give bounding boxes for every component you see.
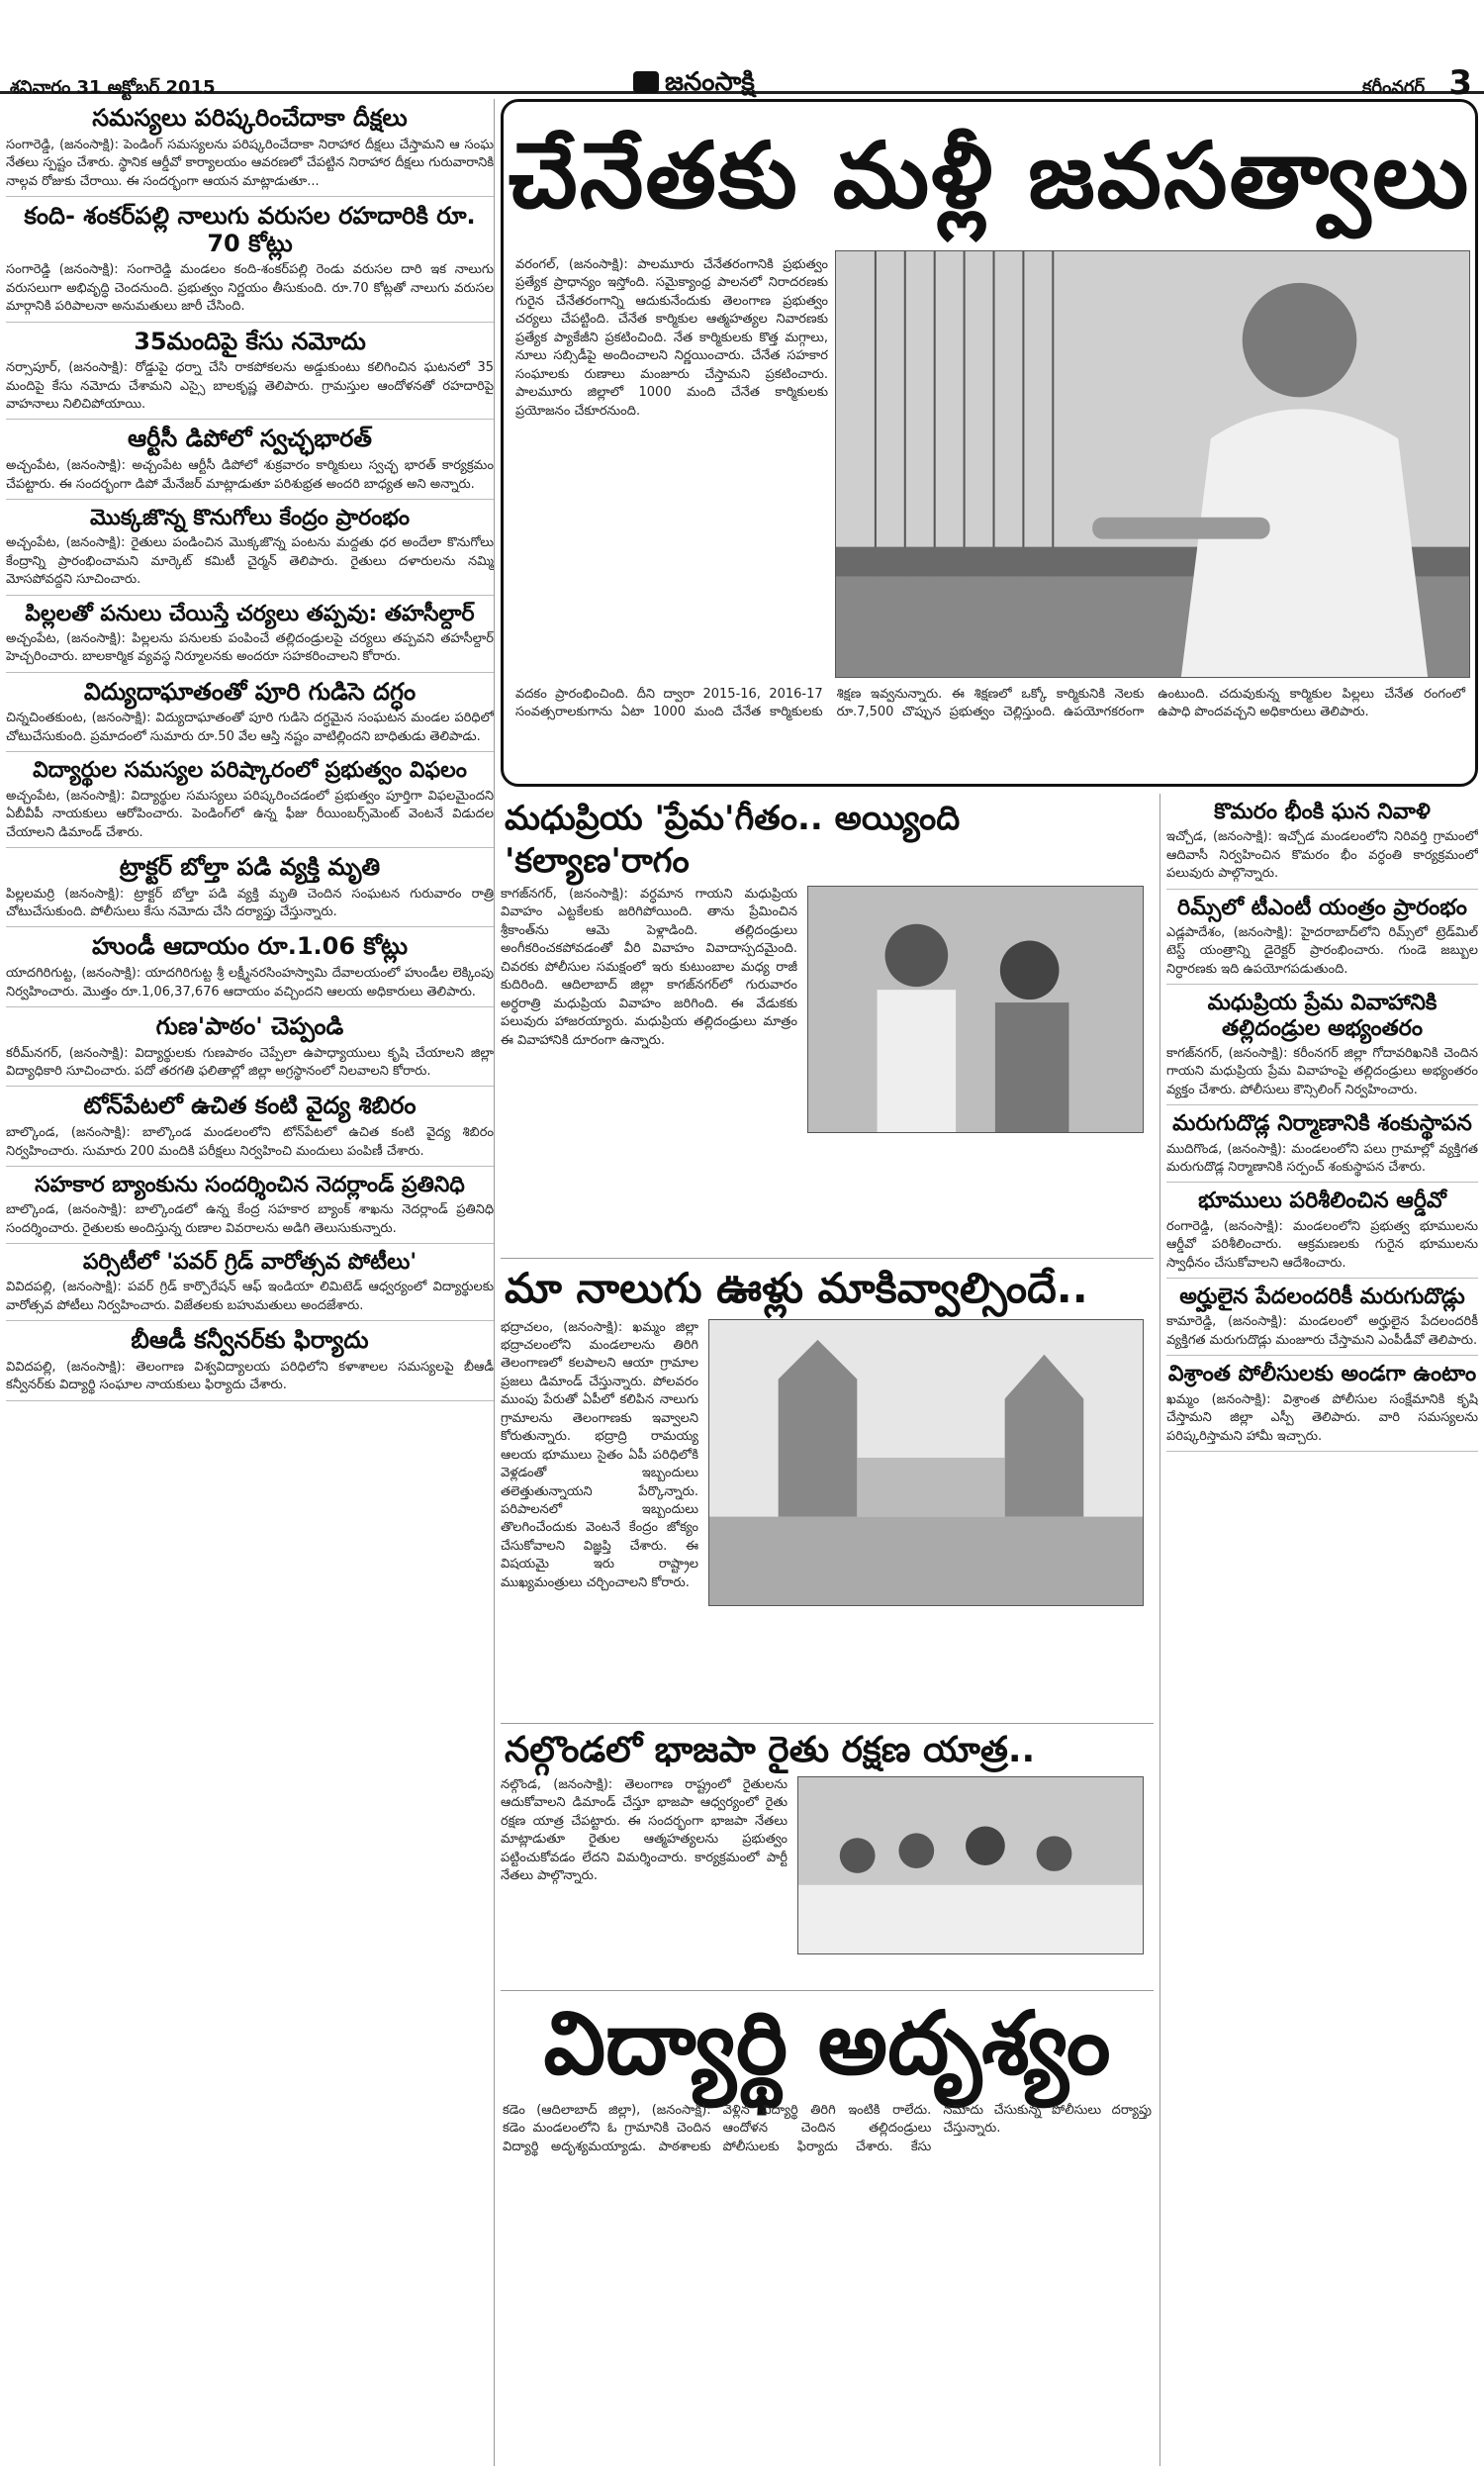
headline: ఆర్టీసీ డిపోలో స్వచ్ఛభారత్	[128, 425, 372, 453]
headline: ట్రాక్టర్ బోల్తా పడి వ్యక్తి మృతి	[119, 852, 381, 881]
headline: గుణ'పాఠం' చెప్పండి	[155, 1011, 344, 1040]
article-madhupriya	[501, 794, 1154, 1259]
article-left-11	[6, 1013, 494, 1088]
article-text: పిల్లలమర్రి (జనంసాక్షి): ట్రాక్టర్ బోల్తా పడి వ్యక్తి మృతి చెందిన సంఘటన గురువారం రాత్రి చోటుచేసుకుంది. పోలీసులు కేసు నమోదు చేసి దర్యాప్తు చేస్తున్నారు.	[6, 886, 494, 920]
article-text: ముదిగొండ, (జనంసాక్షి): మండలంలోని పలు గ్రామాల్లో వ్యక్తిగత మరుగుదొడ్ల నిర్మాణానికి సర్పంచ్ శంకుస్థాపన చేశారు.	[1166, 1141, 1478, 1176]
article-left-4	[6, 426, 494, 500]
logo-icon	[633, 71, 659, 93]
article-right-4	[1166, 1111, 1478, 1183]
headline: బీఆడీ కన్వీనర్‌కు ఫిర్యాదు	[131, 1326, 369, 1355]
left-column	[6, 99, 495, 2466]
rally-photo	[797, 1776, 1144, 1954]
article-left-7	[6, 679, 494, 753]
article-left-12	[6, 1093, 494, 1167]
article-left-14	[6, 1250, 494, 1321]
article-text: నర్సాపూర్, (జనంసాక్షి): రోడ్డుపై ధర్నా చేసి రాకపోకలను అడ్డుకుంటు కలిగించిన ఘటనలో 35 మందిపై కేసు నమోదు చేశామని ఎస్సై బాలకృష్ణ తెలిపారు. గ్రామస్తుల ఆందోళనతో రహదారిపై వాహనాలు నిలిచిపోయాయి.	[6, 360, 494, 412]
article-text: కరీమ్‌నగర్, (జనంసాక్షి): విద్యార్థులకు గుణపాఠం చెప్పేలా ఉపాధ్యాయులు కృషి చేయాలని జిల్లా విద్యాధికారి సూచించారు. పదో తరగతి ఫలితాల్లో జిల్లా అగ్రస్థానంలో నిలవాలని కోరారు.	[6, 1045, 494, 1080]
article-text: సంగారెడ్డి (జనంసాక్షి): సంగారెడ్డి మండలం కంది-శంకర్‌పల్లి రెండు వరుసల దారి ఇక నాలుగు వరుసలుగా అభివృద్ధి చెందనుంది. ప్రభుత్వం నిర్ణయం తీసుకుంది. రూ.70 కోట్లతో నాలుగు వరుసల మార్గానికి పరిపాలనా అనుమతులు జారీ చేసింది.	[6, 262, 494, 315]
article-text: అచ్చంపేట, (జనంసాక్షి): పిల్లలను పనులకు పంపించే తల్లిదండ్రులపై చర్యలు తప్పవని తహసీల్దార్ హెచ్చరించారు. బాలకార్మిక వ్యవస్థ నిర్మూలనకు అందరూ సహకరించాలని కోరారు.	[6, 630, 494, 665]
headline: మరుగుదొడ్ల నిర్మాణానికి శంకుస్థాపన	[1172, 1111, 1472, 1137]
article-left-5	[6, 506, 494, 596]
article-text: కాగజ్‌నగర్, (జనంసాక్షి): వర్ధమాన గాయని మధుప్రియ వివాహం ఎట్టకేలకు జరిగిపోయింది. తాను ప్రేమించిన శ్రీకాంత్‌ను ఆమె పెళ్లాడింది. తల్లిదండ్రులు అంగీకరించకపోవడంతో వీరి వివాహం వివాదాస్పదమైంది. చివరకు పోలీసుల సమక్షంలో ఇరు కుటుంబాల మధ్య రాజీ కుదిరింది. ఆదిలాబాద్ జిల్లా కాగజ్‌నగర్‌లో గురువారం అర్ధరాత్రి మధుప్రియ వివాహం జరిగింది. ఈ వేడుకకు పలువురు హాజరయ్యారు. మధుప్రియ తల్లిదండ్రులు మాత్రం ఈ వివాహానికి దూరంగా ఉన్నారు.	[501, 887, 797, 1048]
article-text: ఖమ్మం (జనంసాక్షి): విశ్రాంత పోలీసుల సంక్షేమానికి కృషి చేస్తామని జిల్లా ఎస్పీ తెలిపారు. వారి సమస్యలను పరిష్కరిస్తామని హామీ ఇచ్చారు.	[1166, 1391, 1478, 1444]
article-text: ఎడ్లపాదేశం, (జనంసాక్షి): హైదరాబాద్‌లోని రిమ్స్‌లో ట్రెడ్‌మిల్ టెస్ట్ యంత్రాన్ని డైరెక్టర్ ప్రారంభించారు. గుండె జబ్బుల నిర్ధారణకు ఇది ఉపయోగపడుతుంది.	[1166, 924, 1478, 977]
headline: మొక్కజొన్న కొనుగోలు కేంద్రం ప్రారంభం	[89, 505, 411, 530]
lead-headline: చేనేతకు మళ్లీ జవసత్వాలు	[508, 123, 1471, 229]
article-text: కాగజ్‌నగర్, (జనంసాక్షి): కరీంనగర్ జిల్లా గోదావరిఖనికి చెందిన గాయని మధుప్రియ ప్రేమ వివాహంపై తల్లిదండ్రులు అభ్యంతరం వ్యక్తం చేశారు. పోలీసులు కౌన్సిలింగ్ నిర్వహించారు.	[1166, 1045, 1478, 1097]
headline: టోన్‌పేటలో ఉచిత కంటి వైద్య శిబిరం	[83, 1092, 417, 1120]
headline: నల్గొండలో భాజపా రైతు రక్షణ యాత్ర..	[505, 1730, 1036, 1770]
article-left-3	[6, 329, 494, 421]
article-student-missing	[501, 1991, 1154, 2456]
article-right-7	[1166, 1362, 1478, 1452]
article-text: వివిదపల్లి, (జనంసాక్షి): పవర్ గ్రిడ్ కార్పొరేషన్ ఆఫ్ ఇండియా లిమిటెడ్ ఆధ్వర్యంలో విద్యార్థులకు వారోత్సవ పోటీలు నిర్వహించారు. విజేతలకు బహుమతులు అందజేశారు.	[6, 1280, 494, 1313]
article-right-3	[1166, 991, 1478, 1105]
article-left-15	[6, 1327, 494, 1401]
newspaper-name: జనంసాక్షి	[665, 67, 755, 97]
headline: పర్సిటీలో 'పవర్ గ్రిడ్ వారోత్సవ పోటీలు'	[82, 1250, 417, 1276]
issue-date: శనివారం 31 అక్టోబర్ 2015	[10, 77, 216, 98]
headline: మధుప్రియ 'ప్రేమ'గీతం.. అయ్యింది 'కల్యాణ'రాగం	[505, 799, 961, 881]
middle-column	[501, 794, 1154, 2466]
headline: మధుప్రియ ప్రేమ వివాహానికి తల్లిదండ్రుల అభ్యంతరం	[1207, 991, 1438, 1041]
article-text: అచ్చంపేట, (జనంసాక్షి): విద్యార్థుల సమస్యలు పరిష్కరించడంలో ప్రభుత్వం పూర్తిగా విఫలమైందని ఏబీవీపీ నాయకులు ఆరోపించారు. పెండింగ్‌లో ఉన్న ఫీజు రీయింబర్స్‌మెంట్ వెంటనే విడుదల చేయాలని డిమాండ్ చేశారు.	[6, 788, 494, 840]
headline: హుండీ ఆదాయం రూ.1.06 కోట్లు	[91, 932, 409, 961]
headline: విశ్రాంత పోలీసులకు అండగా ఉంటాం	[1167, 1362, 1477, 1387]
headline: కంది- శంకర్‌పల్లి నాలుగు వరుసల రహదారికి రూ. 70 కోట్లు	[24, 201, 476, 257]
article-right-5	[1166, 1189, 1478, 1279]
article-text: భద్రాచలం, (జనంసాక్షి): ఖమ్మం జిల్లా భద్రాచలంలోని మండలాలను తిరిగి తెలంగాణలో కలపాలని ఆయా గ్రామాల ప్రజలు డిమాండ్ చేస్తున్నారు. పోలవరం ముంపు పేరుతో ఏపీలో కలిపిన నాలుగు గ్రామాలను తెలంగాణకు ఇవ్వాలని కోరుతున్నారు. భద్రాద్రి రామయ్య ఆలయ భూములు సైతం ఏపీ పరిధిలోకి వెళ్లడంతో ఇబ్బందులు తలెత్తుతున్నాయని పేర్కొన్నారు. పరిపాలనలో ఇబ్బందులు తొలగించేందుకు వెంటనే కేంద్రం జోక్యం చేసుకోవాలని విజ్ఞప్తి చేశారు. ఈ విషయమై ఇరు రాష్ట్రాల ముఖ్యమంత్రులు చర్చించాలని కోరారు.	[501, 1319, 698, 1590]
article-text: సంగారెడ్డి, (జనంసాక్షి): పెండింగ్ సమస్యలను పరిష్కరించేదాకా నిరాహార దీక్షలు చేస్తామని ఆ సంఘ నేతలు స్పష్టం చేశారు. స్థానిక ఆర్డీవో కార్యాలయం ఆవరణలో చేపట్టిన నిరాహార దీక్షలు గురువారానికి నాల్గవ రోజుకు చేరాయి. ఈ సందర్భంగా ఆయన మాట్లాడుతూ...	[6, 137, 494, 189]
article-text: నల్గొండ, (జనంసాక్షి): తెలంగాణ రాష్ట్రంలో రైతులను ఆదుకోవాలని డిమాండ్ చేస్తూ భాజపా ఆధ్వర్యంలో రైతు రక్షణ యాత్ర చేపట్టారు. ఈ సందర్భంగా భాజపా నేతలు మాట్లాడుతూ రైతుల ఆత్మహత్యలను ప్రభుత్వం పట్టించుకోవడం లేదని విమర్శించారు. కార్యక్రమంలో పార్టీ నేతలు పాల్గొన్నారు.	[501, 1777, 788, 1884]
headline: విద్యుదాఘాతంతో పూరి గుడిసె దగ్ధం	[83, 677, 417, 706]
article-text: అచ్చంపేట, (జనంసాక్షి): రైతులు పండించిన మొక్కజొన్న పంటను మద్దతు ధర అందేలా కొనుగోలు కేంద్రాన్ని ప్రారంభించామని మార్కెట్ కమిటీ చైర్మన్ తెలిపారు. రైతులు దళారులను నమ్మి మోసపోవద్దని సూచించారు.	[6, 535, 494, 588]
lead-text-left: వరంగల్, (జనంసాక్షి): పాలమూరు చేనేతరంగానికి ప్రభుత్వం ప్రత్యేక ప్రాధాన్యం ఇస్తోంది. సమైక్యాంధ్ర పాలనలో నిరాదరణకు గురైన చేనేతరంగాన్ని ఆదుకునేందుకు తెలంగాణ ప్రభుత్వం చర్యలు చేపట్టింది. చేనేత కార్మికుల ఆత్మహత్యల నివారణకు ప్రత్యేక ప్యాకేజీని ప్రకటించింది. నేత కార్మికులకు కొత్త మగ్గాలు, నూలు సబ్సిడీపై అందించాలని నిర్ణయించారు. చేనేత సహకార సంఘాలకు రుణాలు మంజూరు చేస్తామని ప్రకటించారు. పాలమూరు జిల్లాలో 1000 మంది చేనేత కార్మికులకు ప్రయోజనం చేకూరనుంది.	[515, 257, 828, 419]
weaver-photo	[835, 250, 1470, 678]
newspaper-logo	[633, 67, 755, 103]
right-column	[1159, 794, 1478, 2466]
headline: సమస్యలు పరిష్కరించేదాకా దీక్షలు	[92, 104, 408, 132]
headline: విద్యార్థి అదృశ్యం	[543, 1992, 1111, 2094]
headline: అర్హులైన పేదలందరికీ మరుగుదొడ్లు	[1179, 1285, 1465, 1310]
article-text: కామారెడ్డి, (జనంసాక్షి): మండలంలో అర్హులైన పేదలందరికీ వ్యక్తిగత మరుగుదొడ్లు మంజూరు చేస్తామని ఎంపీడీవో తెలిపారు.	[1166, 1314, 1478, 1348]
article-left-8	[6, 758, 494, 848]
article-left-6	[6, 602, 494, 673]
page-number: 3	[1448, 63, 1472, 103]
wedding-photo	[807, 886, 1144, 1133]
article-text: చిన్నచింతకుంట, (జనంసాక్షి): విద్యుదాఘాతంతో పూరి గుడిసె దగ్ధమైన సంఘటన మండల పరిధిలో చోటుచేసుకుంది. ప్రమాదంలో సుమారు రూ.50 వేల ఆస్తి నష్టం వాటిల్లిందని బాధితుడు తెలిపాడు.	[6, 711, 494, 744]
article-text: యాదగిరిగుట్ట, (జనంసాక్షి): యాదగిరిగుట్ట శ్రీ లక్ష్మీనరసింహస్వామి దేవాలయంలో హుండీల లెక్కింపు నిర్వహించారు. మొత్తం రూ.1,06,37,676 ఆదాయం వచ్చిందని ఆలయ అధికారులు తెలిపారు.	[6, 966, 494, 999]
district-name: కరీంనగర్	[1362, 77, 1425, 98]
headline: సహకార బ్యాంకును సందర్శించిన నెదర్లాండ్ ప్రతినిధి	[35, 1172, 465, 1197]
lead-text-bottom: వదకం ప్రారంభించింది. దీని ద్వారా 2015-16, 2016-17 సంవత్సరాలకుగాను ఏటా 1000 మంది చేనేత కార్మికులకు శిక్షణ ఇవ్వనున్నారు. ఈ శిక్షణలో ఒక్కో కార్మికునికి నెలకు రూ.7,500 చొప్పున ప్రభుత్వం చెల్లిస్తుంది. ఉపయోగకరంగా ఉంటుంది. చదువుకున్న కార్మికుల పిల్లలు చేనేత రంగంలో ఉపాధి పొందవచ్చని అధికారులు తెలిపారు.	[515, 687, 1465, 720]
article-text: వివిదపల్లి, (జనంసాక్షి): తెలంగాణ విశ్వవిద్యాలయ పరిధిలోని కళాశాలల సమస్యలపై బీఆడీ కన్వీనర్‌కు విద్యార్థి సంఘాల నాయకులు ఫిర్యాదు చేశారు.	[6, 1359, 494, 1393]
headline: పిల్లలతో పనులు చేయిస్తే చర్యలు తప్పవు: తహసీల్దార్	[25, 601, 475, 626]
headline: విద్యార్థుల సమస్యల పరిష్కారంలో ప్రభుత్వం విఫలం	[33, 758, 467, 784]
article-text: కడెం (ఆదిలాబాద్ జిల్లా), (జనంసాక్షి): కడెం మండలంలోని ఓ గ్రామానికి చెందిన విద్యార్థి అదృశ్యమయ్యాడు. పాఠశాలకు వెళ్లిన విద్యార్థి తిరిగి ఇంటికి రాలేదు. ఆందోళన చెందిన తల్లిదండ్రులు పోలీసులకు ఫిర్యాదు చేశారు. కేసు నమోదు చేసుకున్న పోలీసులు దర్యాప్తు చేస్తున్నారు.	[503, 2102, 1152, 2154]
headline: రిమ్స్‌లో టీఎంటీ యంత్రం ప్రారంభం	[1177, 895, 1467, 920]
headline: 35మందిపై కేసు నమోదు	[134, 327, 366, 355]
headline: భూములు పరిశీలించిన ఆర్డీవో	[1198, 1189, 1446, 1214]
article-left-10	[6, 933, 494, 1007]
headline: కొమరం భీంకి ఘన నివాళి	[1214, 800, 1431, 824]
article-bjp-yatra	[501, 1724, 1154, 1991]
temple-photo	[708, 1319, 1144, 1606]
article-four-villages	[501, 1259, 1154, 1724]
article-left-1	[6, 105, 494, 197]
article-left-2	[6, 203, 494, 323]
article-right-6	[1166, 1285, 1478, 1356]
headline: మా నాలుగు ఊళ్లు మాకివ్వాల్సిందే..	[505, 1264, 1088, 1312]
article-left-13	[6, 1173, 494, 1244]
article-text: రంగారెడ్డి, (జనంసాక్షి): మండలంలోని ప్రభుత్వ భూములను ఆర్డీవో పరిశీలించారు. ఆక్రమణలకు గురైన భూములను స్వాధీనం చేసుకోవాలని ఆదేశించారు.	[1166, 1218, 1478, 1271]
article-right-1	[1166, 800, 1478, 890]
article-left-9	[6, 854, 494, 928]
article-right-2	[1166, 896, 1478, 986]
article-text: అచ్చంపేట, (జనంసాక్షి): అచ్చంపేట ఆర్టీసీ డిపోలో శుక్రవారం కార్మికులు స్వచ్ఛ భారత్ కార్యక్రమం చేపట్టారు. ఈ సందర్భంగా డిపో మేనేజర్ మాట్లాడుతూ పరిశుభ్రత అందరి బాధ్యత అని అన్నారు.	[6, 458, 494, 492]
article-text: ఇచ్చోడ, (జనంసాక్షి): ఇచ్చోడ మండలంలోని నిరివర్తి గ్రామంలో ఆదివాసీ నిర్వహించిన కొమరం భీం వర్ధంతి కార్యక్రమంలో పలువురు పాల్గొన్నారు.	[1166, 829, 1478, 882]
article-text: బాల్కొండ, (జనంసాక్షి): బాల్కొండలో ఉన్న కేంద్ర సహకార బ్యాంక్ శాఖను నెదర్లాండ్ ప్రతినిధి సందర్శించారు. రైతులకు అందిస్తున్న రుణాల వివరాలను అడిగి తెలుసుకున్నారు.	[6, 1202, 494, 1236]
lead-story	[501, 99, 1478, 787]
masthead	[0, 0, 1484, 103]
article-text: బాల్కొండ, (జనంసాక్షి): బాల్కొండ మండలంలోని టోన్‌పేటలో ఉచిత కంటి వైద్య శిబిరం నిర్వహించారు. సుమారు 200 మందికి పరీక్షలు నిర్వహించి మందులు పంపిణీ చేశారు.	[6, 1125, 494, 1159]
